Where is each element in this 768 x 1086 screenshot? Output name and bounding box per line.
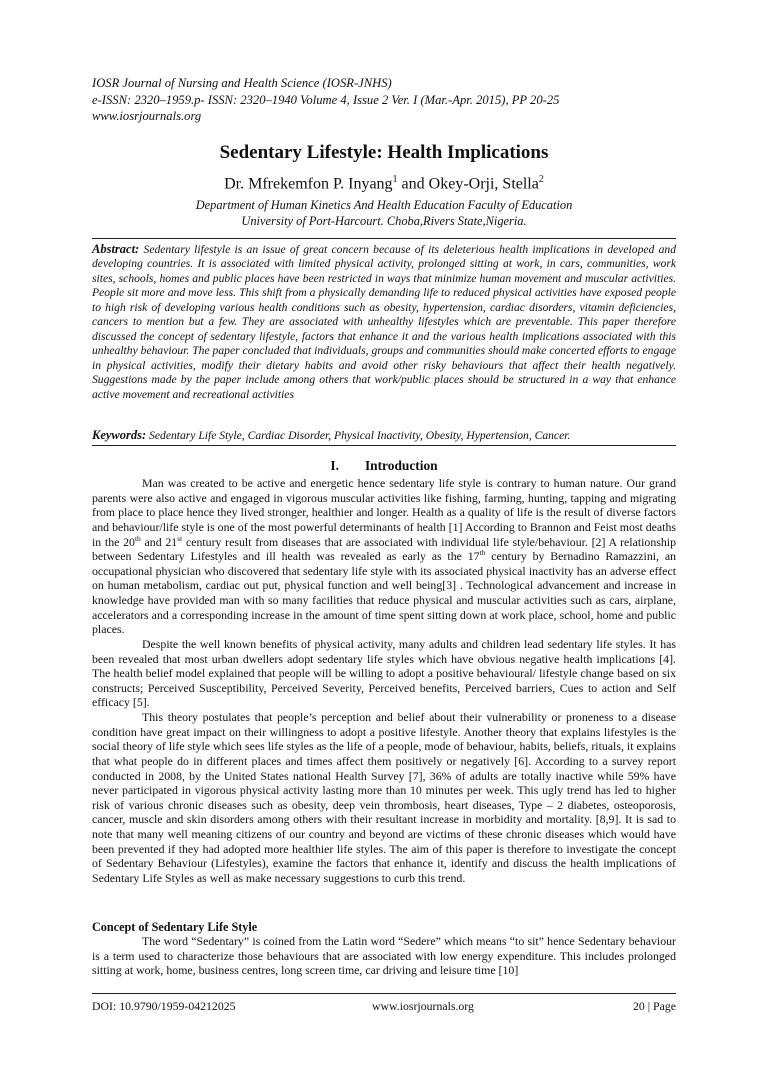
footer-divider	[92, 993, 676, 994]
paper-page	[92, 0, 676, 1086]
top-divider	[92, 238, 676, 239]
author-2: Okey-Orji, Stella	[428, 175, 539, 193]
footer-website: www.iosrjournals.org	[372, 999, 474, 1013]
keywords-text: Sedentary Life Style, Cardiac Disorder, Physical Inactivity, Obesity, Hypertension, Cancer.	[149, 429, 571, 442]
journal-header	[92, 75, 676, 125]
intro-p1-text-c: century result from diseases that are associated with individual life style/behaviour. [2] A relationship between Sedentary Lifestyles and ill health was revealed as early as the 17	[92, 534, 676, 564]
footer-doi: DOI: 10.9790/1959-04212025	[92, 999, 236, 1013]
introduction-body	[92, 476, 676, 886]
section-title: Introduction	[364, 458, 438, 473]
affiliation-line-2: University of Port-Harcourt. Choba,Rivers State,Nigeria.	[241, 213, 527, 228]
subheading-concept: Concept of Sedentary Life Style	[92, 920, 258, 934]
concept-body	[92, 934, 676, 978]
author-joiner: and	[397, 175, 429, 193]
ordinal-suffix: st	[177, 533, 183, 543]
ordinal-suffix: th	[479, 548, 486, 558]
section-number: I.	[330, 458, 339, 473]
abstract-label: Abstract:	[92, 242, 140, 256]
affiliation-line-1: Department of Human Kinetics And Health Education Faculty of Education	[195, 198, 573, 212]
abstract-divider	[92, 445, 676, 446]
intro-paragraph-1	[92, 476, 676, 637]
paper-title: Sedentary Lifestyle: Health Implications	[219, 142, 549, 163]
ordinal-suffix: th	[134, 533, 141, 543]
abstract-text: Sedentary lifestyle is an issue of great concern because of its deleterious health implications in developed and developing countries. It is associated with limited physical activity, prolonged sitting at work, in cars, communities, work sites, schools, homes and public places have been restricted in ways that minimize human movement and muscular activities. People sit more and move less. This shift from a physically demanding life to reduced physical activities have exposed people to high risk of developing various health conditions such as obesity, hypertension, cardiac disorders, vitamin deficiencies, cancers to mention but a few. They are associated with unhealthy lifestyles which are preventable. This paper therefore discussed the concept of sedentary lifestyle, factors that enhance it and the various health implications associated with this unhealthy behaviour. The paper concluded that individuals, groups and communities should make concerted efforts to engage in physical activities, modify their dietary habits and avoid other risky behaviours that affect their health negatively. Suggestions made by the paper include among others that work/public places should be structured in a way that enhance active movement and recreational activities	[92, 243, 676, 401]
abstract	[92, 242, 676, 402]
journal-name: IOSR Journal of Nursing and Health Science (IOSR-JNHS)	[92, 76, 392, 90]
author-line	[92, 174, 676, 193]
intro-p1-text-b: and 21	[140, 534, 178, 549]
author-1-affil-mark: 1	[392, 174, 398, 185]
keywords	[92, 428, 676, 443]
section-heading-introduction	[92, 458, 676, 474]
author-2-affil-mark: 2	[538, 174, 544, 185]
concept-paragraph-1: The word “Sedentary” is coined from the Latin word “Sedere” which means “to sit” hence Sedentary behaviour is a term used to characterize those behaviours that are associated with low energy expenditure. This includes prolonged sitting at work, home, business centres, long screen time, car driving and leisure time [10]	[92, 934, 676, 978]
keywords-label: Keywords:	[92, 428, 147, 442]
issn-line: e-ISSN: 2320–1959.p- ISSN: 2320–1940 Volume 4, Issue 2 Ver. I (Mar.-Apr. 2015), PP 20-25	[92, 92, 560, 107]
author-1: Dr. Mfrekemfon P. Inyang	[224, 175, 393, 193]
intro-p1-text-a: Man was created to be active and energetic hence sedentary life style is contrary to human nature. Our grand parents were also active and engaged in vigorous muscular activities like fishing, farming, hunting, tapping and migrating from place to place hence they lived stronger, healthier and longer. Health as a quality of life is the result of diverse factors and behaviour/life style is one of the most powerful determinants of health [1] According to Brannon and Feist most deaths in the 20	[92, 476, 676, 549]
affiliation	[92, 198, 676, 229]
intro-paragraph-2: Despite the well known benefits of physical activity, many adults and children lead sedentary life styles. It has been revealed that most urban dwellers adopt sedentary life styles which have obvious negative health implications [4]. The health belief model explained that people will be willing to adopt a positive behavioural/ lifestyle change based on six constructs; Perceived Susceptibility, Perceived Severity, Perceived benefits, Perceived barriers, Cues to action and Self efficacy [5].	[92, 636, 676, 710]
intro-p1-text-d: century by Bernadino Ramazzini, an occupational physician who discovered that sedentary life style with its associated physical inactivity has an adverse effect on human metabolism, cardiac out put, physical function and well being[3] . Technological advancement and increase in knowledge have provided man with so many facilities that reduce physical and muscular activities such as cars, airplane, accelerators and a corresponding increase in the amount of time spent sitting down at work place, school, home and public places.	[92, 549, 677, 637]
journal-website: www.iosrjournals.org	[92, 109, 202, 123]
footer-page-number: 20 | Page	[633, 999, 676, 1013]
intro-paragraph-3: This theory postulates that people’s perception and belief about their vulnerability or proneness to a disease condition have great impact on their willingness to adopt a positive lifestyle. Another theory that explains lifestyles is the social theory of life style which sees life styles as the life of a people, mode of behaviour, habits, beliefs, rituals, it explains that what people do in different places and times affect them positively or negatively [6]. According to a survey report conducted in 2008, by the United States national Health Survey [7], 36% of adults are totally inactive while 59% have never participated in vigorous physical activity lasting more than 10 minutes per week. This ugly trend has led to higher risk of various chronic diseases such as obesity, deep vein thrombosis, heart diseases, Type – 2 diabetes, osteoporosis, cancer, muscle and skin disorders among others with their resultant increase in morbidity and mortality. [8,9]. It is sad to note that many well meaning citizens of our country and beyond are victims of these chronic diseases which would have been prevented if they had adopted more healthier life styles. The aim of this paper is therefore to investigate the concept of Sedentary Behaviour (Lifestyles), examine the factors that enhance it, identify and discuss the health implications of Sedentary Life Styles as well as make necessary suggestions to curb this trend.	[92, 710, 676, 885]
